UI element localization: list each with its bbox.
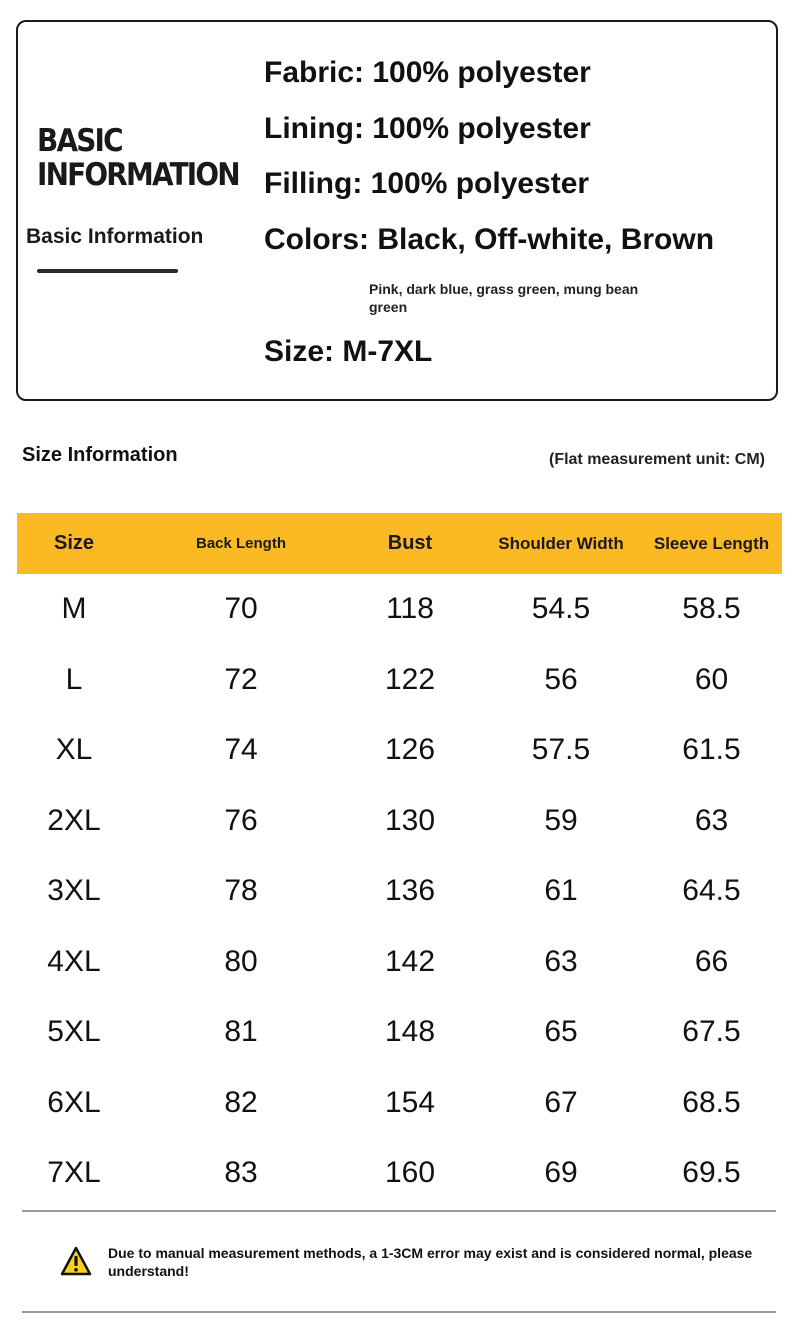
table-row [17, 1138, 782, 1209]
cell-bust: 130 [384, 803, 436, 837]
cell-size: 4XL [47, 944, 101, 978]
table-row [17, 645, 782, 716]
table-header [17, 513, 782, 574]
table-row [17, 715, 782, 786]
cell-back-length: 70 [224, 592, 258, 626]
cell-bust: 160 [384, 1156, 436, 1190]
cell-back-length: 78 [224, 874, 258, 908]
cell-shoulder-width: 57.5 [531, 733, 591, 767]
column-header-back-length: Back Length [195, 535, 286, 552]
measurement-notice: Due to manual measurement methods, a 1-3CM error may exist and is considered normal, please understand! [108, 1245, 753, 1279]
cell-bust: 154 [384, 1085, 436, 1119]
cell-back-length: 74 [224, 733, 258, 767]
cell-size: 7XL [47, 1156, 101, 1190]
table-row [17, 997, 782, 1068]
warning-icon [60, 1246, 92, 1276]
cell-size: XL [55, 733, 93, 767]
basic-info-heading [37, 124, 239, 192]
table-row [17, 786, 782, 857]
table-row [17, 856, 782, 927]
cell-sleeve-length: 60 [694, 662, 729, 696]
column-header-size: Size [53, 532, 95, 554]
basic-info-card [16, 20, 778, 401]
cell-back-length: 76 [224, 803, 258, 837]
cell-back-length: 72 [224, 662, 258, 696]
notice-divider-top [22, 1210, 776, 1212]
spec-fabric-label: Fabric: [264, 56, 373, 89]
spec-colors-label: Colors: [264, 223, 378, 256]
spec-size [264, 335, 432, 369]
spec-filling-value: 100% polyester [370, 167, 590, 200]
table-row [17, 1068, 782, 1139]
cell-size: M [61, 592, 87, 626]
cell-sleeve-length: 64.5 [682, 874, 741, 908]
spec-colors [264, 223, 714, 257]
notice-divider-bottom [22, 1311, 776, 1313]
cell-bust: 122 [384, 662, 436, 696]
spec-lining-value: 100% polyester [372, 112, 591, 145]
cell-size: 5XL [47, 1015, 101, 1049]
column-header-sleeve-length: Sleeve Length [653, 533, 770, 553]
cell-sleeve-length: 69.5 [682, 1156, 741, 1190]
cell-shoulder-width: 65 [544, 1015, 578, 1049]
cell-bust: 148 [384, 1015, 436, 1049]
column-header-shoulder-width: Shoulder Width [498, 533, 624, 553]
spec-fabric [264, 56, 591, 90]
spec-size-value: M-7XL [342, 335, 433, 368]
heading-line-basic: BASIC [37, 123, 122, 159]
cell-size: 2XL [47, 803, 101, 837]
size-unit-note: (Flat measurement unit: CM) [548, 451, 765, 468]
spec-colors-value: Black, Off-white, Brown [377, 223, 715, 256]
spec-fabric-value: 100% polyester [372, 56, 591, 89]
cell-back-length: 81 [224, 1015, 258, 1049]
table-row [17, 574, 782, 645]
spec-filling [264, 167, 589, 201]
cell-size: 6XL [47, 1085, 101, 1119]
cell-sleeve-length: 66 [694, 944, 729, 978]
cell-sleeve-length: 61.5 [682, 733, 741, 767]
cell-shoulder-width: 61 [544, 874, 578, 908]
spec-lining-label: Lining: [264, 112, 373, 145]
spec-size-label: Size: [264, 335, 343, 368]
cell-shoulder-width: 54.5 [531, 592, 591, 626]
cell-back-length: 80 [224, 944, 258, 978]
cell-shoulder-width: 67 [544, 1085, 578, 1119]
spec-filling-label: Filling: [264, 167, 371, 200]
heading-line-information: INFORMATION [37, 157, 239, 193]
cell-bust: 126 [384, 733, 436, 767]
cell-shoulder-width: 69 [544, 1156, 578, 1190]
cell-back-length: 82 [224, 1085, 258, 1119]
cell-sleeve-length: 67.5 [682, 1015, 741, 1049]
cell-bust: 136 [384, 874, 436, 908]
cell-sleeve-length: 63 [694, 803, 729, 837]
cell-size: 3XL [47, 874, 101, 908]
size-table [17, 513, 782, 1209]
cell-bust: 142 [384, 944, 436, 978]
cell-shoulder-width: 56 [544, 662, 578, 696]
cell-shoulder-width: 63 [544, 944, 578, 978]
cell-bust: 118 [386, 592, 434, 626]
cell-sleeve-length: 58.5 [682, 592, 741, 626]
basic-info-subheading: Basic Information [26, 225, 204, 248]
spec-lining [264, 112, 591, 146]
size-info-title: Size Information [22, 444, 178, 466]
cell-back-length: 83 [224, 1156, 258, 1190]
table-row [17, 927, 782, 998]
cell-size: L [65, 662, 83, 696]
cell-sleeve-length: 68.5 [682, 1085, 741, 1119]
column-header-bust: Bust [387, 532, 433, 554]
subheading-underline [37, 269, 178, 273]
cell-shoulder-width: 59 [544, 803, 578, 837]
spec-extra-colors: Pink, dark blue, grass green, mung bean green [369, 281, 639, 315]
